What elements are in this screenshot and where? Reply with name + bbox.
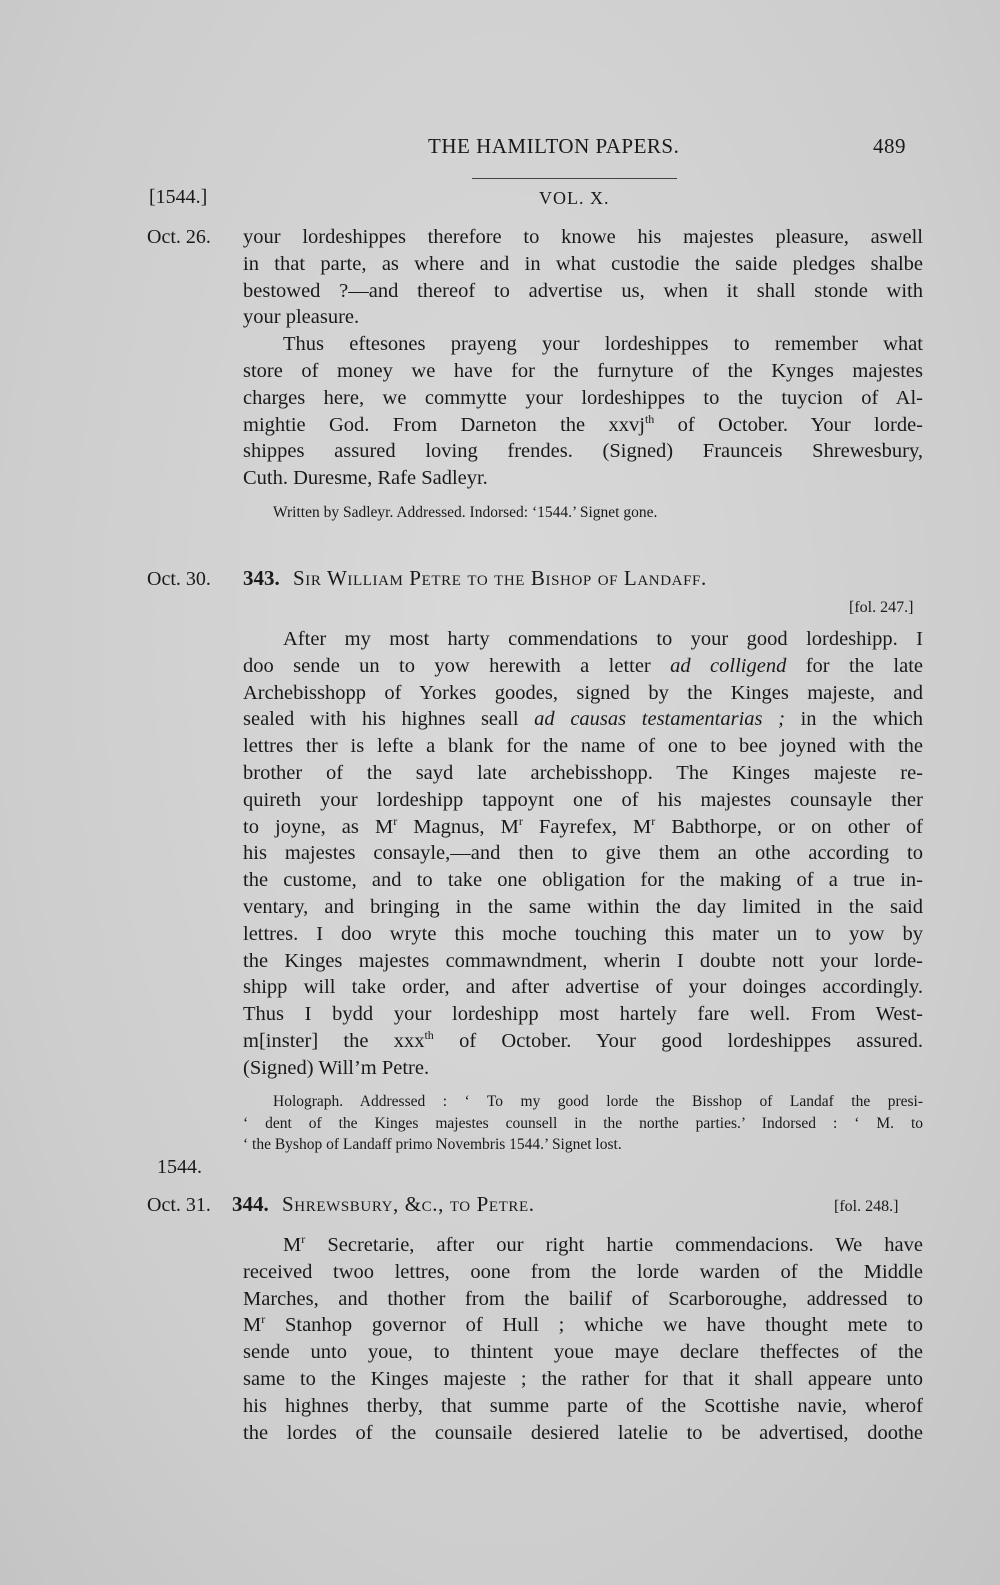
note-line: Written by Sadleyr. Addressed. Indorsed: ‘1544.’ Signet gone. (273, 504, 658, 521)
text-line: his highnes therby, that summe parte of the Scottishe navie, wherof (243, 1394, 923, 1417)
page-number: 489 (873, 134, 906, 158)
text-span: doo sende un to yow herewith a letter (243, 654, 651, 677)
text-span: sealed with his highnes seall (243, 708, 519, 731)
volume-label: VOL. X. (539, 188, 610, 208)
text-line: Marches, and thother from the bailif of Scarboroughe, addressed to (243, 1287, 923, 1310)
text-span: Babthorpe, or on other of (655, 815, 924, 838)
entry-342-body (243, 224, 923, 492)
year-bracket: [1544.] (149, 186, 208, 208)
text-line: the Kinges majestes commawndment, wherin I doubte nott your lorde- (243, 949, 923, 972)
text-span: M (283, 1234, 302, 1256)
entry-342-note (243, 502, 923, 524)
entry-342-date: Oct. 26. (147, 226, 211, 248)
text-span: M (243, 1314, 262, 1337)
text-line (243, 706, 923, 733)
note-line: ‘ dent of the Kinges majestes counsell in the northe parties.’ Indorsed : ‘ M. to (243, 1114, 923, 1132)
text-line: your pleasure. (243, 306, 360, 329)
text-line (243, 653, 923, 680)
running-title: THE HAMILTON PAPERS. (428, 134, 680, 158)
entry-343-body (243, 626, 923, 1082)
text-line: Thus eftesones prayeng your lordeshippes to remember what (283, 333, 923, 356)
text-line: sende unto youe, to thintent youe maye declare theffectes of the (243, 1341, 923, 1364)
entry-344-date: Oct. 31. (147, 1194, 211, 1216)
entry-343-date: Oct. 30. (147, 568, 211, 590)
folio-ref: [fol. 248.] (834, 1198, 899, 1215)
superscript: th (424, 1028, 434, 1043)
text-line (243, 1232, 923, 1259)
text-line: same to the Kinges majeste ; the rather for that it shall appeare unto (243, 1367, 923, 1390)
text-line: the custome, and to take one obligation for the making of a true in- (243, 869, 923, 892)
entry-title: Shrewsbury, &c., to Petre. (282, 1192, 535, 1216)
text-line: your lordeshippes therefore to knowe his majestes pleasure, aswell (243, 226, 923, 248)
entry-title: Sir William Petre to the Bishop of Landaff. (293, 566, 707, 590)
superscript: th (644, 411, 655, 426)
text-span: to joyne, as M (243, 815, 394, 838)
text-line: Cuth. Duresme, Rafe Sadleyr. (243, 467, 488, 490)
text-line (243, 412, 923, 439)
text-line: Archebisshopp of Yorkes goodes, signed by the Kinges majeste, and (243, 681, 923, 704)
text-line: (Signed) Will’m Petre. (243, 1056, 430, 1079)
text-span: Secretarie, after our right hartie commendacions. We have (305, 1234, 923, 1256)
entry-343-note (243, 1091, 923, 1156)
entry-344-heading (232, 1192, 535, 1217)
text-span: Stanhop governor of Hull ; whiche we have thought mete to (265, 1314, 923, 1337)
note-line: Holograph. Addressed : ‘ To my good lorde the Bisshop of Landaf the presi- (273, 1093, 923, 1110)
text-line: ventary, and bringing in the same within the day limited in the said (243, 895, 923, 918)
entry-344-year: 1544. (157, 1156, 202, 1178)
text-line: shippes assured loving frendes. (Signed) Fraunceis Shrewesbury, (243, 440, 923, 463)
text-line: bestowed ?—and thereof to advertise us, when it shall stonde with (243, 279, 923, 302)
superscript: r (261, 1312, 266, 1327)
text-line: After my most harty commendations to your good lordeshipp. I (283, 628, 923, 650)
entry-344-body (243, 1232, 923, 1446)
text-line: Thus I bydd your lordeshipp most hartely fare well. From West- (243, 1003, 923, 1026)
text-line: brother of the sayd late archebisshopp. The Kinges majeste re- (243, 761, 923, 784)
text-span: for the late (786, 654, 924, 677)
text-span: Magnus, M (397, 815, 519, 838)
superscript: r (651, 813, 656, 828)
superscript: r (301, 1232, 306, 1247)
text-line: quireth your lordeshipp tappoynt one of his majestes counsayle ther (243, 788, 923, 811)
text-line: lettres. I doo wryte this moche touching this mater un to yow by (243, 922, 923, 945)
italic-span: ad causas testamentarias ; (534, 708, 785, 731)
header-rule (472, 178, 677, 179)
entry-number: 343. (243, 566, 280, 590)
italic-span: ad colligend (670, 654, 787, 677)
entry-number: 344. (232, 1192, 269, 1216)
text-line: the lordes of the counsaile desiered latelie to be advertised, doothe (243, 1421, 923, 1444)
text-line: store of money we have for the furnyture of the Kynges majestes (243, 359, 923, 382)
text-span: m[inster] the xxx (243, 1029, 425, 1052)
superscript: r (393, 813, 398, 828)
text-span: mightie God. From Darneton the xxvj (243, 413, 645, 436)
text-span: in the which (784, 708, 923, 731)
text-line: lettres ther is lefte a blank for the name of one to bee joyned with the (243, 735, 923, 758)
note-line: ‘ the Byshop of Landaff primo Novembris 1544.’ Signet lost. (243, 1136, 622, 1153)
entry-343-heading (243, 566, 707, 591)
folio-ref: [fol. 247.] (849, 599, 914, 616)
superscript: r (518, 813, 523, 828)
text-line (243, 1028, 923, 1055)
text-line: shipp will take order, and after advertise of your doinges accordingly. (243, 976, 923, 999)
text-line: his majestes consayle,—and then to give them an othe according to (243, 842, 923, 865)
text-line (243, 1312, 923, 1339)
text-line: in that parte, as where and in what custodie the saide pledges shalbe (243, 252, 923, 275)
text-span: of October. Your lorde- (654, 413, 923, 436)
text-span: Fayrefex, M (522, 815, 652, 838)
text-line: charges here, we commytte your lordeshippes to the tuycion of Al- (243, 386, 923, 409)
text-line (243, 814, 923, 841)
text-line: received twoo lettres, oone from the lorde warden of the Middle (243, 1260, 923, 1283)
text-span: of October. Your good lordeshippes assured. (433, 1029, 923, 1052)
